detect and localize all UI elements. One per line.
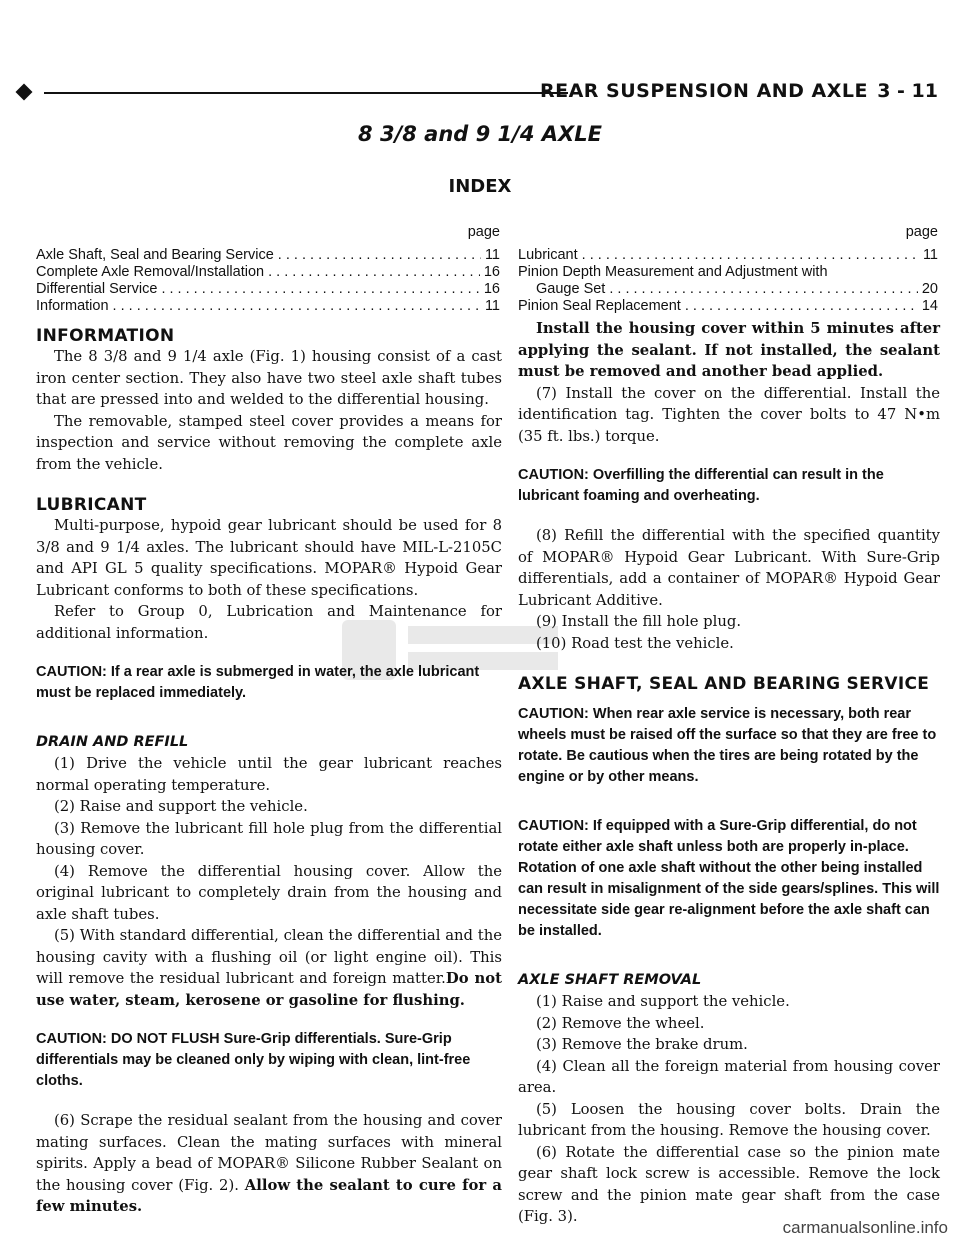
index-page-label: page [467, 224, 500, 240]
step: (7) Install the cover on the differential. Install the identification tag. Tighten the cover bolts to 47 N•m (35 ft. lbs.) torque. [518, 384, 940, 445]
page-number: 3 - 11 [877, 80, 938, 102]
caution-note: CAUTION: If equipped with a Sure-Grip differential, do not rotate either axle shaft unless both are properly in-place. Rotation of one axle shaft without the other being installed can result in misalignment of the side gears/splines. This will necessitate side gear re-alignment before the axle shaft can be installed. [518, 818, 940, 939]
paragraph: The removable, stamped steel cover provides a means for inspection and service without removing the complete axle from the vehicle. [36, 412, 502, 473]
diamond-icon [16, 84, 33, 101]
index-entry[interactable]: Axle Shaft, Seal and Bearing Service . . . 11 [36, 247, 500, 264]
index-entry[interactable]: Lubricant . . . 11 [518, 247, 938, 264]
caution-note: CAUTION: When rear axle service is necessary, both rear wheels must be raised off the surface so that they are free to rotate. Be cautious when the tires are being rotated by the engine or by other means. [518, 706, 937, 785]
step: (4) Clean all the foreign material from housing cover area. [518, 1057, 940, 1096]
index-page-label: page [905, 224, 938, 240]
section-title: REAR SUSPENSION AND AXLE [539, 80, 868, 102]
right-column [518, 318, 940, 1228]
step: (8) Refill the differential with the specified quantity of MOPAR® Hypoid Gear Lubricant. With Sure-Grip differentials, add a container of MOPAR® Hypoid Gear Lubricant Additive. [518, 527, 940, 609]
step: (3) Remove the lubricant fill hole plug from the differential housing cover. [36, 819, 502, 858]
bold-note: Install the housing cover within 5 minutes after applying the sealant. If not installed, the sealant must be removed and another bead applied. [518, 320, 940, 380]
heading-axle-shaft-removal: AXLE SHAFT REMOVAL [518, 972, 702, 988]
step: (9) Install the fill hole plug. [536, 613, 742, 630]
index-entry[interactable]: Information . . . 11 [36, 298, 500, 315]
paragraph: Refer to Group 0, Lubrication and Maintenance for additional information. [36, 603, 502, 642]
index-right [518, 224, 938, 315]
caution-note: CAUTION: DO NOT FLUSH Sure-Grip differentials. Sure-Grip differentials may be cleaned only by wiping with clean, lint-free cloths. [36, 1031, 471, 1089]
step: (5) With standard differential, clean the differential and the housing cavity with a flushing oil (or light engine oil). This will remove the residual lubricant and foreign matter.Do not use water, steam, kerosene or gasoline for flushing. [36, 927, 502, 1009]
page-header [18, 80, 938, 106]
step: (4) Remove the differential housing cover. Allow the original lubricant to completely drain from the housing and axle shaft tubes. [36, 862, 502, 923]
heading-drain-and-refill: DRAIN AND REFILL [36, 734, 189, 750]
header-rule [44, 92, 568, 94]
index-entry[interactable]: Pinion Seal Replacement . . . 14 [518, 298, 938, 315]
footer-site-mark: carmanualsonline.info [782, 1218, 948, 1237]
heading-axle-shaft-seal-bearing: AXLE SHAFT, SEAL AND BEARING SERVICE [518, 674, 930, 694]
step: (2) Remove the wheel. [536, 1014, 705, 1032]
heading-lubricant: LUBRICANT [36, 495, 147, 515]
heading-information: INFORMATION [36, 326, 175, 346]
index-left [36, 224, 500, 315]
caution-note: CAUTION: If a rear axle is submerged in water, the axle lubricant must be replaced immediately. [36, 664, 480, 701]
index-title: INDEX [448, 176, 512, 197]
doc-title: 8 3/8 and 9 1/4 AXLE [358, 122, 602, 146]
step: (6) Scrape the residual sealant from the housing and cover mating surfaces. Clean the mating surfaces with mineral spirits. Apply a bead of MOPAR® Silicone Rubber Sealant on the housing cover (Fig. 2). Allow the sealant to cure for a few minutes. [36, 1112, 502, 1215]
step: (6) Rotate the differential case so the pinion mate gear shaft lock screw is accessible. Remove the lock screw and the pinion mate gear shaft from the case (Fig. 3). [518, 1143, 940, 1225]
index-entry[interactable]: Differential Service . . . 16 [36, 281, 500, 298]
paragraph: The 8 3/8 and 9 1/4 axle (Fig. 1) housing consist of a cast iron center section. They also have two steel axle shaft tubes that are pressed into and welded to the differential housing. [36, 348, 502, 408]
step: (10) Road test the vehicle. [536, 634, 734, 652]
step: (5) Loosen the housing cover bolts. Drain the lubricant from the housing. Remove the housing cover. [518, 1100, 940, 1139]
step: (1) Drive the vehicle until the gear lubricant reaches normal operating temperature. [36, 755, 502, 794]
paragraph: Multi-purpose, hypoid gear lubricant should be used for 8 3/8 and 9 1/4 axles. The lubricant should have MIL-L-2105C and API GL 5 quality specifications. MOPAR® Hypoid Gear Lubricant conforms to both of these specifications. [36, 517, 502, 599]
index-entry[interactable]: Complete Axle Removal/Installation . . . 16 [36, 264, 500, 281]
index-entry[interactable]: Pinion Depth Measurement and Adjustment with Gauge Set . . . 20 [518, 264, 938, 298]
left-column [36, 326, 502, 1218]
step: (1) Raise and support the vehicle. [536, 993, 790, 1010]
step: (3) Remove the brake drum. [536, 1036, 748, 1053]
step: (2) Raise and support the vehicle. [54, 798, 308, 815]
caution-note: CAUTION: Overfilling the differential can result in the lubricant foaming and overheating. [518, 467, 884, 504]
